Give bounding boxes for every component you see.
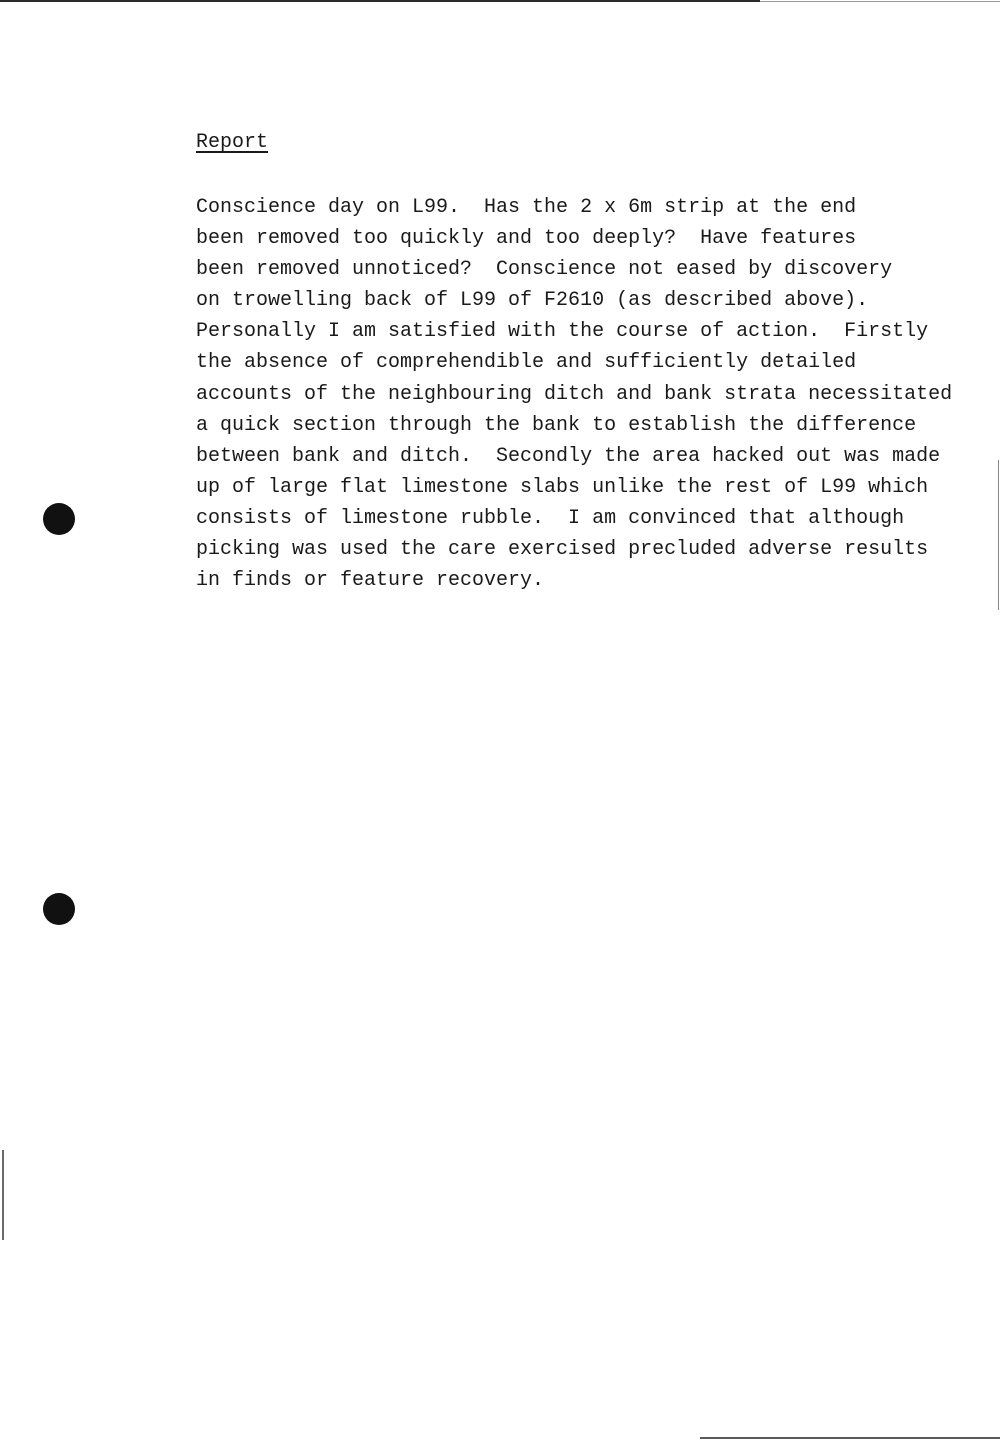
scan-top-edge [0,0,760,2]
report-heading: Report [196,131,269,154]
body-line: between bank and ditch. Secondly the area hacked out was made [196,444,941,468]
scan-top-edge-faint [760,1,1000,2]
scan-bottom-edge [700,1437,1000,1439]
body-line: Personally I am satisfied with the course of action. Firstly [196,320,929,344]
report-body [196,192,952,596]
body-line: up of large flat limestone slabs unlike the rest of L99 which [196,475,929,499]
scan-left-edge [2,1150,4,1240]
punch-hole-lower [43,893,75,925]
punch-hole-upper [43,503,75,535]
body-line: a quick section through the bank to establish the difference [196,413,917,437]
body-line: Conscience day on L99. Has the 2 x 6m strip at the end [196,196,857,219]
body-line: picking was used the care exercised precluded adverse results [196,538,929,562]
body-line: been removed unnoticed? Conscience not eased by discovery [196,258,893,282]
body-line: been removed too quickly and too deeply? Have features [196,227,857,251]
body-line: on trowelling back of L99 of F2610 (as described above). [196,289,869,313]
body-line: the absence of comprehendible and sufficiently detailed [196,351,857,375]
scan-right-edge [998,460,999,610]
body-line: accounts of the neighbouring ditch and bank strata necessitated [196,382,953,406]
body-line: in finds or feature recovery. [196,569,545,593]
body-line: consists of limestone rubble. I am convinced that although [196,506,905,530]
